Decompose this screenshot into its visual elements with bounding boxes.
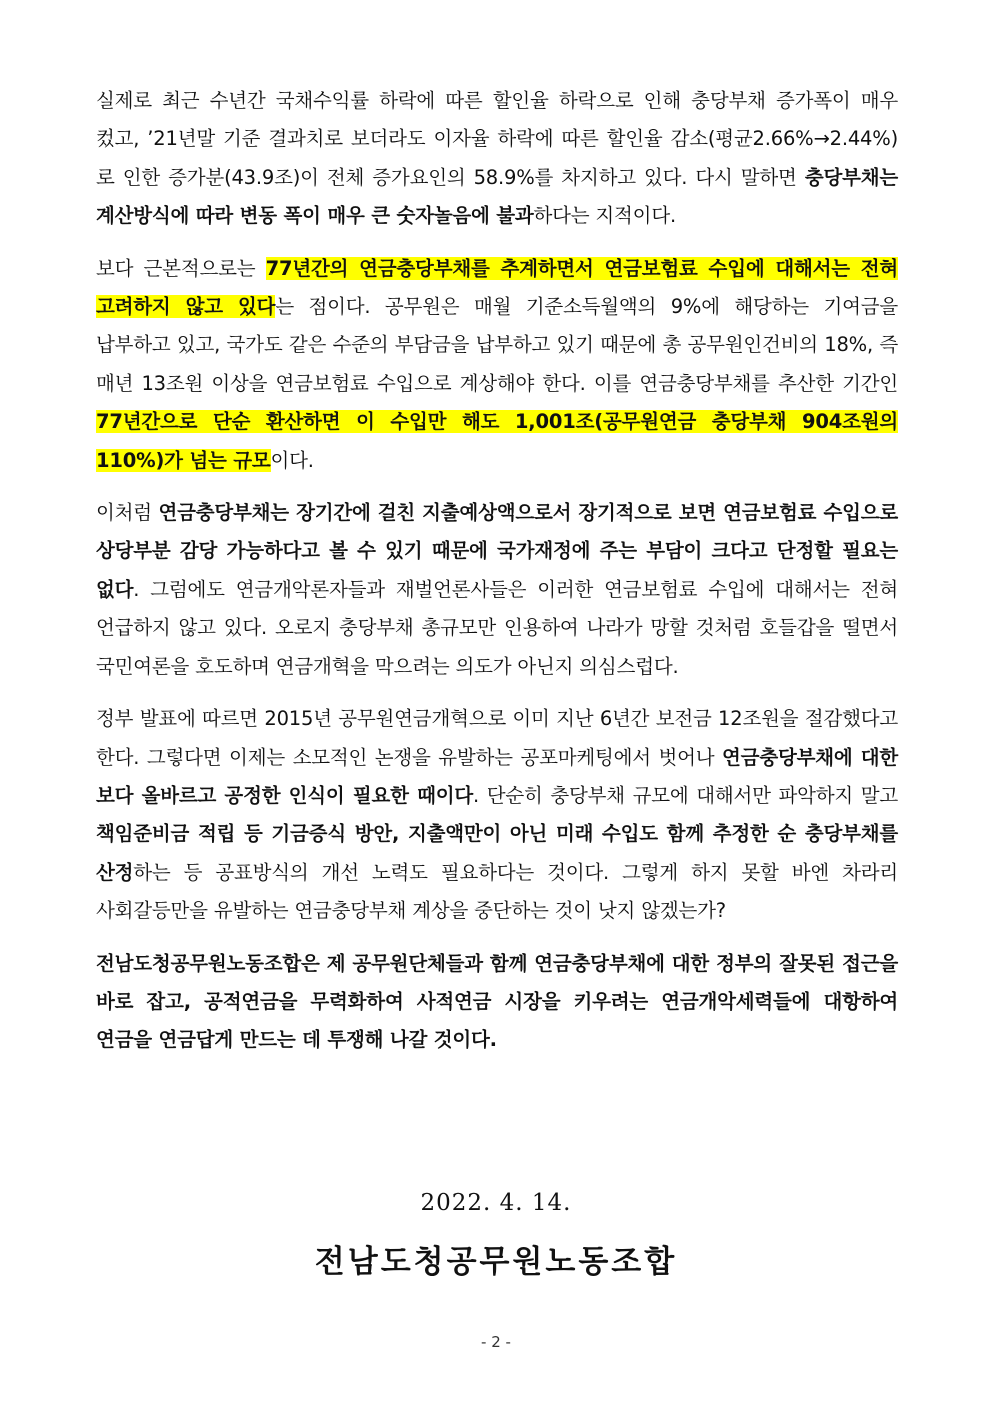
paragraph-5 — [96, 945, 898, 1060]
para3-run-3: . 그럼에도 연금개악론자들과 재벌언론사들은 이러한 연금보험료 수입에 대해서는 전혀 언급하지 않고 있다. 오로지 충당부채 총규모만 인용하여 나라가 망할 것처럼 호들갑을 떨면서 국민여론을 호도하며 연금개혁을 막으려는 의도가 아닌지 의심스럽다. — [96, 577, 898, 678]
para2-run-3: 는 점이다. 공무원은 매월 기준소득월액의 9%에 해당하는 기여금을 납부하고 있고, 국가도 같은 수준의 부담금을 납부하고 있기 때문에 총 공무원인건비의 18%, 즉 매년 13조원 이상을 연금보험료 수입으로 계상해야 한다. 이를 연금충당부채를 추산한 기간인 — [96, 295, 898, 395]
page-number: - 2 - — [481, 1333, 511, 1351]
organization-name: 전남도청공무원노동조합 — [314, 1244, 678, 1280]
para5-bold-run: 전남도청공무원노동조합은 제 공무원단체들과 함께 연금충당부채에 대한 정부의 잘못된 접근을 바로 잡고, 공적연금을 무력화하여 사적연금 시장을 키우려는 연금개악세력들에 대항하여 연금을 연금답게 만드는 데 투쟁해 나갈 것이다. — [96, 951, 898, 1052]
para4-run-3: . 단순히 충당부채 규모에 대해서만 파악하지 말고 — [472, 783, 898, 807]
para1-run-1: 실제로 최근 수년간 국채수익률 하락에 따른 할인율 하락으로 인해 충당부채 증가폭이 매우 컸고, ’21년말 기준 결과치로 보더라도 이자율 하락에 따른 할인율 감소(평균2.66%→2.44%)로 인한 증가분(43.9조)이 전체 증가요인의 58.9%를 차지하고 있다. 다시 말하면 — [96, 89, 898, 189]
para2-run-1: 보다 근본적으로는 — [96, 256, 266, 280]
para1-run-3: 하다는 지적이다. — [533, 204, 676, 228]
para2-highlight-2: 77년간으로 단순 환산하면 이 수입만 해도 1,001조(공무원연금 충당부채 904조원의 110%)가 넘는 규모 — [96, 410, 898, 472]
para4-bold-run-1: 연금충당부채에 대한 보다 올바르고 공정한 인식이 필요한 때이다 — [96, 745, 898, 807]
para4-run-5: 하는 등 공표방식의 개선 노력도 필요하다는 것이다. 그렇게 하지 못할 바엔 차라리 사회갈등만을 유발하는 연금충당부채 계상을 중단하는 것이 낫지 않겠는가? — [96, 860, 898, 923]
para3-run-1: 이처럼 — [96, 501, 159, 525]
para1-bold-run: 충당부채는 계산방식에 따라 변동 폭이 매우 큰 숫자놀음에 불과 — [96, 165, 898, 228]
para3-bold-run: 연금충당부채는 장기간에 걸친 지출예상액으로서 장기적으로 보면 연금보험료 수입으로 상당부분 감당 가능하다고 볼 수 있기 때문에 국가재정에 주는 부담이 크다고 단정할 필요는 없다 — [96, 501, 898, 601]
paragraph-1 — [96, 82, 898, 236]
para2-run-5: 이다. — [270, 448, 314, 472]
paragraph-4 — [96, 700, 898, 930]
paragraph-3 — [96, 494, 898, 686]
para4-run-1: 정부 발표에 따르면 2015년 공무원연금개혁으로 이미 지난 6년간 보전금 12조원을 절감했다고 한다. 그렇다면 이제는 소모적인 논쟁을 유발하는 공포마케팅에서 벗어나 — [96, 707, 898, 769]
paragraph-2 — [96, 250, 898, 480]
document-date: 2022. 4. 14. — [420, 1190, 572, 1216]
document-page — [96, 82, 898, 1060]
para2-highlight-1: 77년간의 연금충당부채를 추계하면서 연금보험료 수입에 대해서는 전혀 고려하지 않고 있다 — [96, 256, 899, 319]
para4-bold-run-2: 책임준비금 적립 등 기금증식 방안, 지출액만이 아닌 미래 수입도 함께 추정한 순 충당부채를 산정 — [96, 822, 898, 884]
